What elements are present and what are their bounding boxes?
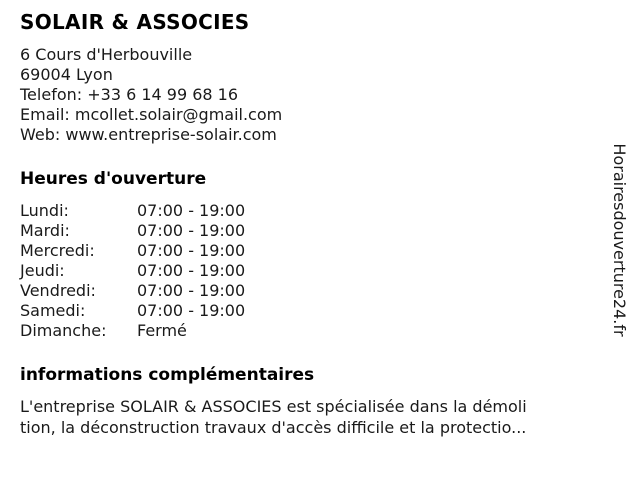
- opening-hours-table: [20, 201, 590, 341]
- day-label: Jeudi:: [20, 261, 65, 280]
- info-text-line1: L'entreprise SOLAIR & ASSOCIES est spécialisée dans la démoli: [20, 397, 527, 416]
- hours-value: Fermé: [137, 321, 187, 340]
- contact-block: [20, 45, 590, 145]
- additional-info-text: [20, 396, 590, 438]
- website-line: Web: www.entreprise-solair.com: [20, 125, 277, 144]
- hours-value: 07:00 - 19:00: [137, 201, 246, 220]
- hours-row-thursday: [20, 261, 590, 281]
- day-label: Dimanche:: [20, 321, 107, 340]
- day-label: Lundi:: [20, 201, 69, 220]
- hours-value: 07:00 - 19:00: [137, 241, 246, 260]
- hours-value: 07:00 - 19:00: [137, 261, 246, 280]
- day-label: Mardi:: [20, 221, 70, 240]
- day-label: Samedi:: [20, 301, 86, 320]
- listing-content: [20, 10, 590, 438]
- address-city: 69004 Lyon: [20, 65, 113, 84]
- additional-info-heading: informations complémentaires: [20, 365, 315, 385]
- opening-hours-heading: Heures d'ouverture: [20, 169, 207, 189]
- hours-row-friday: [20, 281, 590, 301]
- day-label: Vendredi:: [20, 281, 96, 300]
- info-text-line2: tion, la déconstruction travaux d'accès difficile et la protectio...: [20, 418, 527, 437]
- phone-line: Telefon: +33 6 14 99 68 16: [20, 85, 239, 104]
- site-watermark: Horairesdouverture24.fr: [610, 143, 629, 337]
- business-name-title: SOLAIR & ASSOCIES: [20, 10, 250, 34]
- email-line: Email: mcollet.solair@gmail.com: [20, 105, 283, 124]
- address-street: 6 Cours d'Herbouville: [20, 45, 193, 64]
- day-label: Mercredi:: [20, 241, 95, 260]
- hours-row-wednesday: [20, 241, 590, 261]
- hours-row-saturday: [20, 301, 590, 321]
- hours-value: 07:00 - 19:00: [137, 281, 246, 300]
- hours-row-tuesday: [20, 221, 590, 241]
- hours-row-sunday: [20, 321, 590, 341]
- hours-value: 07:00 - 19:00: [137, 301, 246, 320]
- hours-row-monday: [20, 201, 590, 221]
- hours-value: 07:00 - 19:00: [137, 221, 246, 240]
